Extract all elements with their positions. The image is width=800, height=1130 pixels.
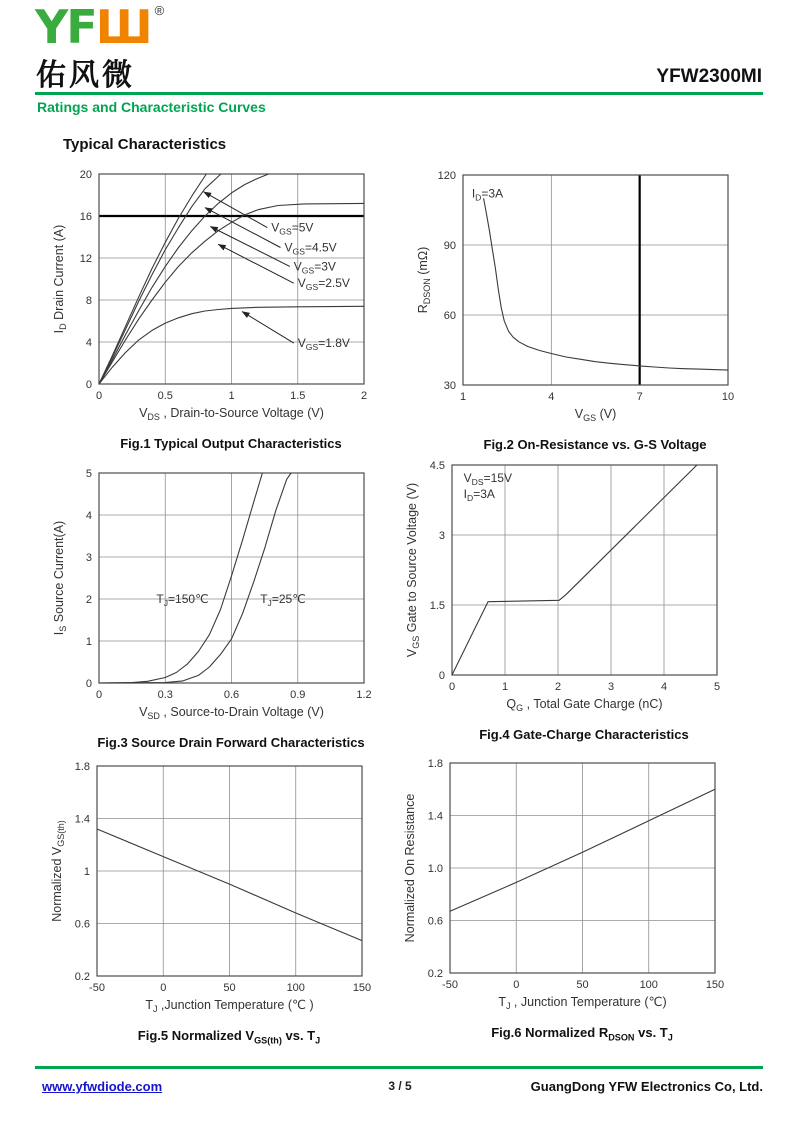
svg-text:1.2: 1.2	[356, 689, 372, 701]
svg-text:1: 1	[228, 390, 235, 402]
svg-text:2: 2	[554, 681, 562, 693]
svg-text:150: 150	[705, 979, 725, 991]
svg-text:ID Drain Current (A): $I_D$ Drain Current (A)	[52, 224, 68, 334]
svg-text:150: 150	[352, 982, 372, 994]
svg-text:0: 0	[448, 681, 456, 693]
page-heading: Typical Characteristics	[63, 136, 227, 153]
figure-4	[402, 453, 742, 742]
svg-text:12: 12	[79, 253, 92, 265]
svg-text:0.3: 0.3	[157, 689, 173, 701]
svg-text:0: 0	[85, 678, 92, 690]
svg-text:1.8: 1.8	[427, 758, 443, 770]
svg-text:120: 120	[437, 170, 456, 182]
svg-text:Normalized VGS(th): Normalized $V_{GS(th)}$	[50, 820, 66, 922]
fig1-chart	[49, 162, 389, 430]
header-divider	[35, 92, 763, 95]
svg-text:50: 50	[576, 979, 589, 991]
figure-6	[400, 751, 740, 1043]
svg-text:0.6: 0.6	[223, 689, 240, 701]
svg-text:TJ ,Junction Temperature (℃ ): $T_J$ ,Junction Temperature (℃ )	[145, 998, 314, 1014]
svg-text:IS Source Current(A): $I_S$ Source Current(A)	[52, 520, 68, 636]
svg-text:0.2: 0.2	[427, 968, 443, 980]
fig5-caption: Fig.5 Normalized $V_{GS(th)}$ vs. $T_J$	[137, 1028, 321, 1046]
registered-trademark-icon: ®	[154, 3, 165, 18]
fig4-caption: Fig.4 Gate-Charge Characteristics	[479, 727, 689, 742]
svg-text:4: 4	[85, 510, 92, 522]
svg-text:VDS=15V: $V_{DS}=15V$	[463, 471, 512, 488]
svg-text:4: 4	[548, 391, 555, 403]
svg-text:TJ=150℃: $T_J=150℃$	[156, 592, 209, 608]
svg-text:1: 1	[85, 636, 92, 648]
svg-text:0.2: 0.2	[74, 971, 90, 983]
svg-text:16: 16	[79, 211, 92, 223]
fig1-caption: Fig.1 Typical Output Characteristics	[120, 436, 342, 451]
svg-text:1: 1	[83, 866, 90, 878]
svg-text:100: 100	[286, 982, 305, 994]
svg-text:90: 90	[443, 240, 456, 252]
page-footer	[0, 1079, 800, 1099]
figure-3	[49, 461, 389, 750]
svg-text:0.6: 0.6	[74, 918, 90, 931]
svg-text:VSD , Source-to-Drain Voltage: $V_{SD}$ , Source-to-Drain Voltage (V)	[139, 705, 324, 721]
svg-text:2: 2	[85, 594, 92, 606]
figure-1	[49, 162, 389, 451]
svg-text:Normalized On Resistance: Normalized On Resistance	[403, 793, 417, 943]
svg-text:ID=3A: $I_D=3A$	[463, 486, 495, 503]
figure-5	[47, 754, 387, 1046]
svg-text:50: 50	[223, 982, 236, 994]
svg-text:1.4: 1.4	[74, 813, 90, 826]
svg-text:0: 0	[438, 670, 445, 682]
svg-text:1.8: 1.8	[74, 761, 90, 773]
svg-text:1.5: 1.5	[429, 600, 445, 612]
company-name-chinese: 佑风微	[36, 59, 135, 92]
svg-text:1: 1	[501, 681, 509, 693]
svg-text:VGS=3V: $V_{GS}=3V$	[293, 259, 336, 276]
svg-text:10: 10	[721, 391, 735, 403]
fig4-chart	[402, 453, 742, 721]
svg-text:5: 5	[85, 468, 92, 480]
svg-text:VGS=5V: $V_{GS}=5V$	[271, 220, 314, 237]
svg-text:QG , Total Gate Charge (nC): $Q_G$ , Total Gate Charge (nC)	[506, 697, 663, 713]
logo-w-mark: Ш	[95, 0, 153, 54]
svg-text:100: 100	[639, 979, 658, 991]
svg-text:VGS (V): $V_{GS}$ (V)	[574, 407, 617, 423]
svg-text:2: 2	[360, 390, 368, 402]
svg-text:0.6: 0.6	[427, 915, 443, 928]
svg-text:4: 4	[660, 681, 668, 693]
svg-text:1.0: 1.0	[427, 863, 443, 875]
svg-text:3: 3	[438, 530, 445, 542]
fig3-chart	[49, 461, 389, 729]
svg-text:5: 5	[713, 681, 721, 693]
svg-text:3: 3	[607, 681, 615, 693]
svg-text:0: 0	[160, 982, 167, 994]
fig3-caption: Fig.3 Source Drain Forward Characteristics	[97, 735, 365, 750]
svg-text:1.5: 1.5	[290, 390, 306, 402]
svg-text:VGS=2.5V: $V_{GS}=2.5V$	[297, 276, 350, 293]
svg-text:VDS , Drain-to-Source Voltage: $V_{DS}$ , Drain-to-Source Voltage (V)	[139, 406, 324, 422]
fig2-caption: Fig.2 On-Resistance vs. G-S Voltage	[483, 437, 707, 452]
section-title: Ratings and Characteristic Curves	[37, 99, 266, 115]
svg-text:0.5: 0.5	[157, 390, 173, 402]
svg-text:0: 0	[513, 979, 520, 991]
figure-2	[413, 163, 753, 452]
svg-text:0: 0	[95, 689, 103, 701]
fig2-chart	[413, 163, 753, 431]
footer-divider	[35, 1066, 763, 1069]
svg-text:4.5: 4.5	[429, 460, 445, 472]
yfw-logo	[35, 0, 165, 54]
company-name: GuangDong YFW Electronics Co, Ltd.	[530, 1079, 763, 1094]
svg-text:0.9: 0.9	[290, 689, 306, 701]
fig6-caption: Fig.6 Normalized $R_{DSON}$ vs. $T_J$	[491, 1025, 673, 1043]
svg-text:3: 3	[85, 552, 92, 564]
website-link[interactable]: www.yfwdiode.com	[42, 1079, 163, 1094]
svg-text:1.4: 1.4	[427, 810, 443, 823]
svg-text:RDSON (mΩ): $R_{DSON}$ (mΩ)	[416, 246, 432, 314]
svg-text:VGS=4.5V: $V_{GS}=4.5V$	[284, 240, 337, 257]
svg-text:4: 4	[85, 337, 92, 349]
svg-text:-50: -50	[442, 979, 458, 991]
svg-text:TJ , Junction Temperature (℃): $T_J$ , Junction Temperature (℃)	[498, 995, 667, 1011]
svg-text:0: 0	[95, 390, 103, 402]
svg-text:7: 7	[636, 391, 643, 403]
svg-text:20: 20	[79, 169, 92, 181]
svg-text:TJ=25℃: $T_J=25℃$	[260, 592, 306, 608]
page-number: 3 / 5	[388, 1079, 412, 1093]
svg-text:VGS=1.8V: $V_{GS}=1.8V$	[297, 336, 350, 353]
svg-text:VGS Gate to Source Voltage (V: $V_{GS}$ Gate to Source Voltage (V)	[405, 482, 421, 658]
fig5-chart	[47, 754, 387, 1022]
svg-text:60: 60	[443, 310, 456, 322]
svg-text:8: 8	[85, 295, 92, 307]
part-number: YFW2300MI	[656, 66, 762, 87]
svg-text:-50: -50	[89, 982, 105, 994]
svg-text:30: 30	[443, 380, 456, 392]
svg-text:0: 0	[85, 379, 92, 391]
svg-text:ID=3A: $I_D=3A$	[471, 186, 504, 203]
logo-yf-text: YF	[35, 0, 96, 54]
fig6-chart	[400, 751, 740, 1019]
svg-text:1: 1	[459, 391, 467, 403]
